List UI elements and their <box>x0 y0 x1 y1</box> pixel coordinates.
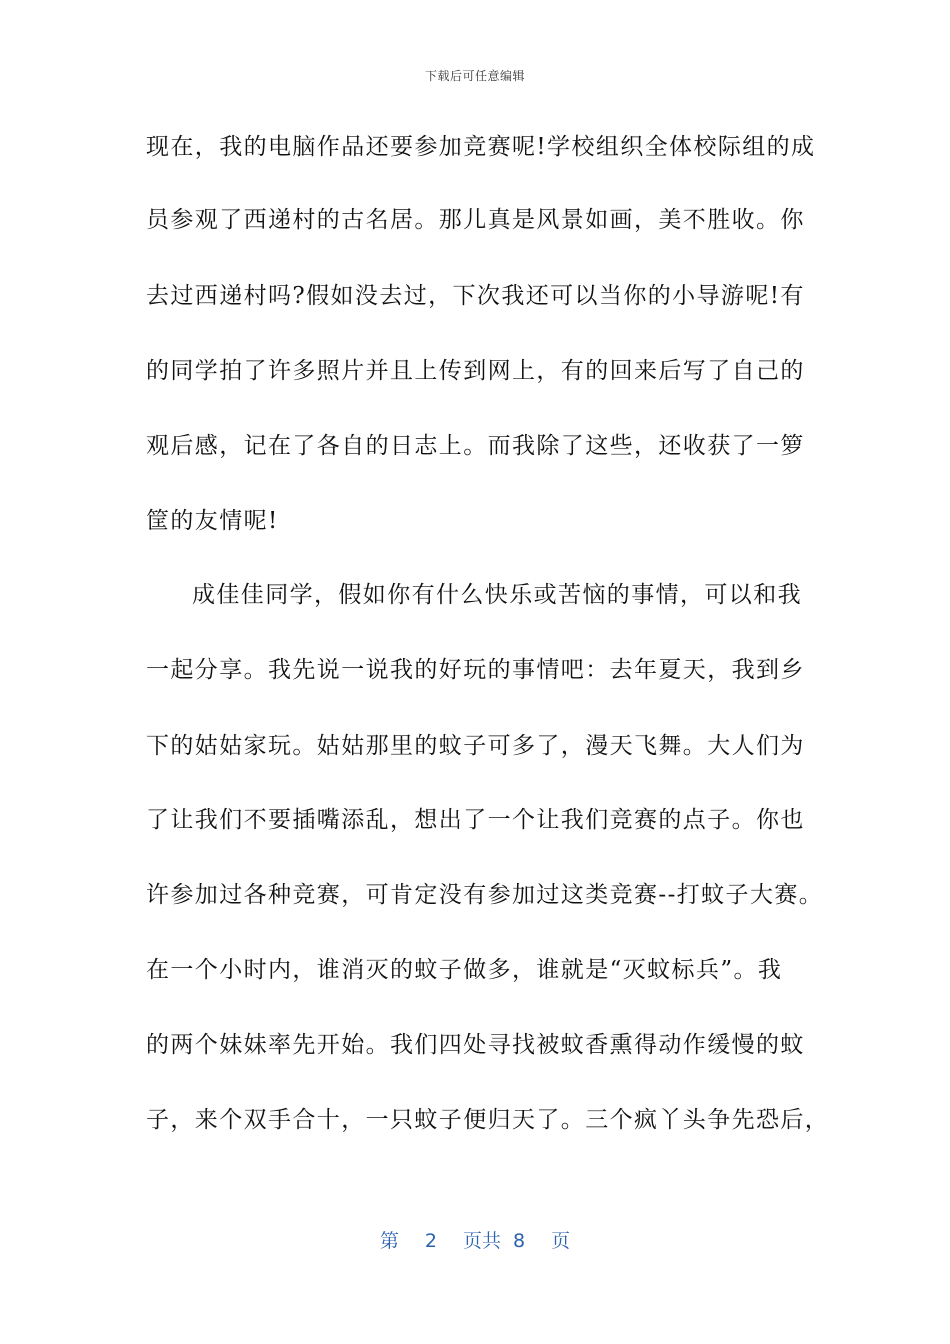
page-of-label: 页共 <box>462 1230 501 1252</box>
body-line: 在一个小时内，谁消灭的蚊子做多，谁就是“灭蚊标兵”。我 <box>146 957 783 983</box>
body-line: 了让我们不要插嘴添乱，想出了一个让我们竞赛的点子。你也 <box>146 807 805 833</box>
page-end-label: 页 <box>551 1230 571 1252</box>
body-line: 筐的友情呢! <box>146 508 279 534</box>
page-header-note: 下载后可任意编辑 <box>424 69 525 83</box>
body-line: 的同学拍了许多照片并且上传到网上，有的回来后写了自己的 <box>146 358 805 384</box>
body-line: 的两个妹妹率先开始。我们四处寻找被蚊香熏得动作缓慢的蚊 <box>146 1032 805 1058</box>
page-number-footer <box>0 1226 950 1253</box>
body-line: 子，来个双手合十，一只蚊子便归天了。三个疯丫头争先恐后， <box>146 1107 830 1133</box>
body-line: 员参观了西递村的古名居。那儿真是风景如画，美不胜收。你 <box>146 207 805 233</box>
body-line: 观后感，记在了各自的日志上。而我除了这些，还收获了一箩 <box>146 433 805 459</box>
body-line: 下的姑姑家玩。姑姑那里的蚊子可多了，漫天飞舞。大人们为 <box>146 733 805 759</box>
body-line: 去过西递村吗?假如没去过，下次我还可以当你的小导游呢!有 <box>146 283 805 309</box>
total-pages-number: 8 <box>513 1230 526 1252</box>
page-label: 第 <box>379 1230 399 1252</box>
body-line: 一起分享。我先说一说我的好玩的事情吧：去年夏天，我到乡 <box>146 657 805 683</box>
body-line: 许参加过各种竞赛，可肯定没有参加过这类竞赛--打蚊子大赛。 <box>146 882 824 908</box>
current-page-number: 2 <box>424 1230 437 1252</box>
body-line: 现在，我的电脑作品还要参加竞赛呢!学校组织全体校际组的成 <box>146 134 816 160</box>
paragraph-first-line: 成佳佳同学，假如你有什么快乐或苦恼的事情，可以和我 <box>192 582 802 608</box>
